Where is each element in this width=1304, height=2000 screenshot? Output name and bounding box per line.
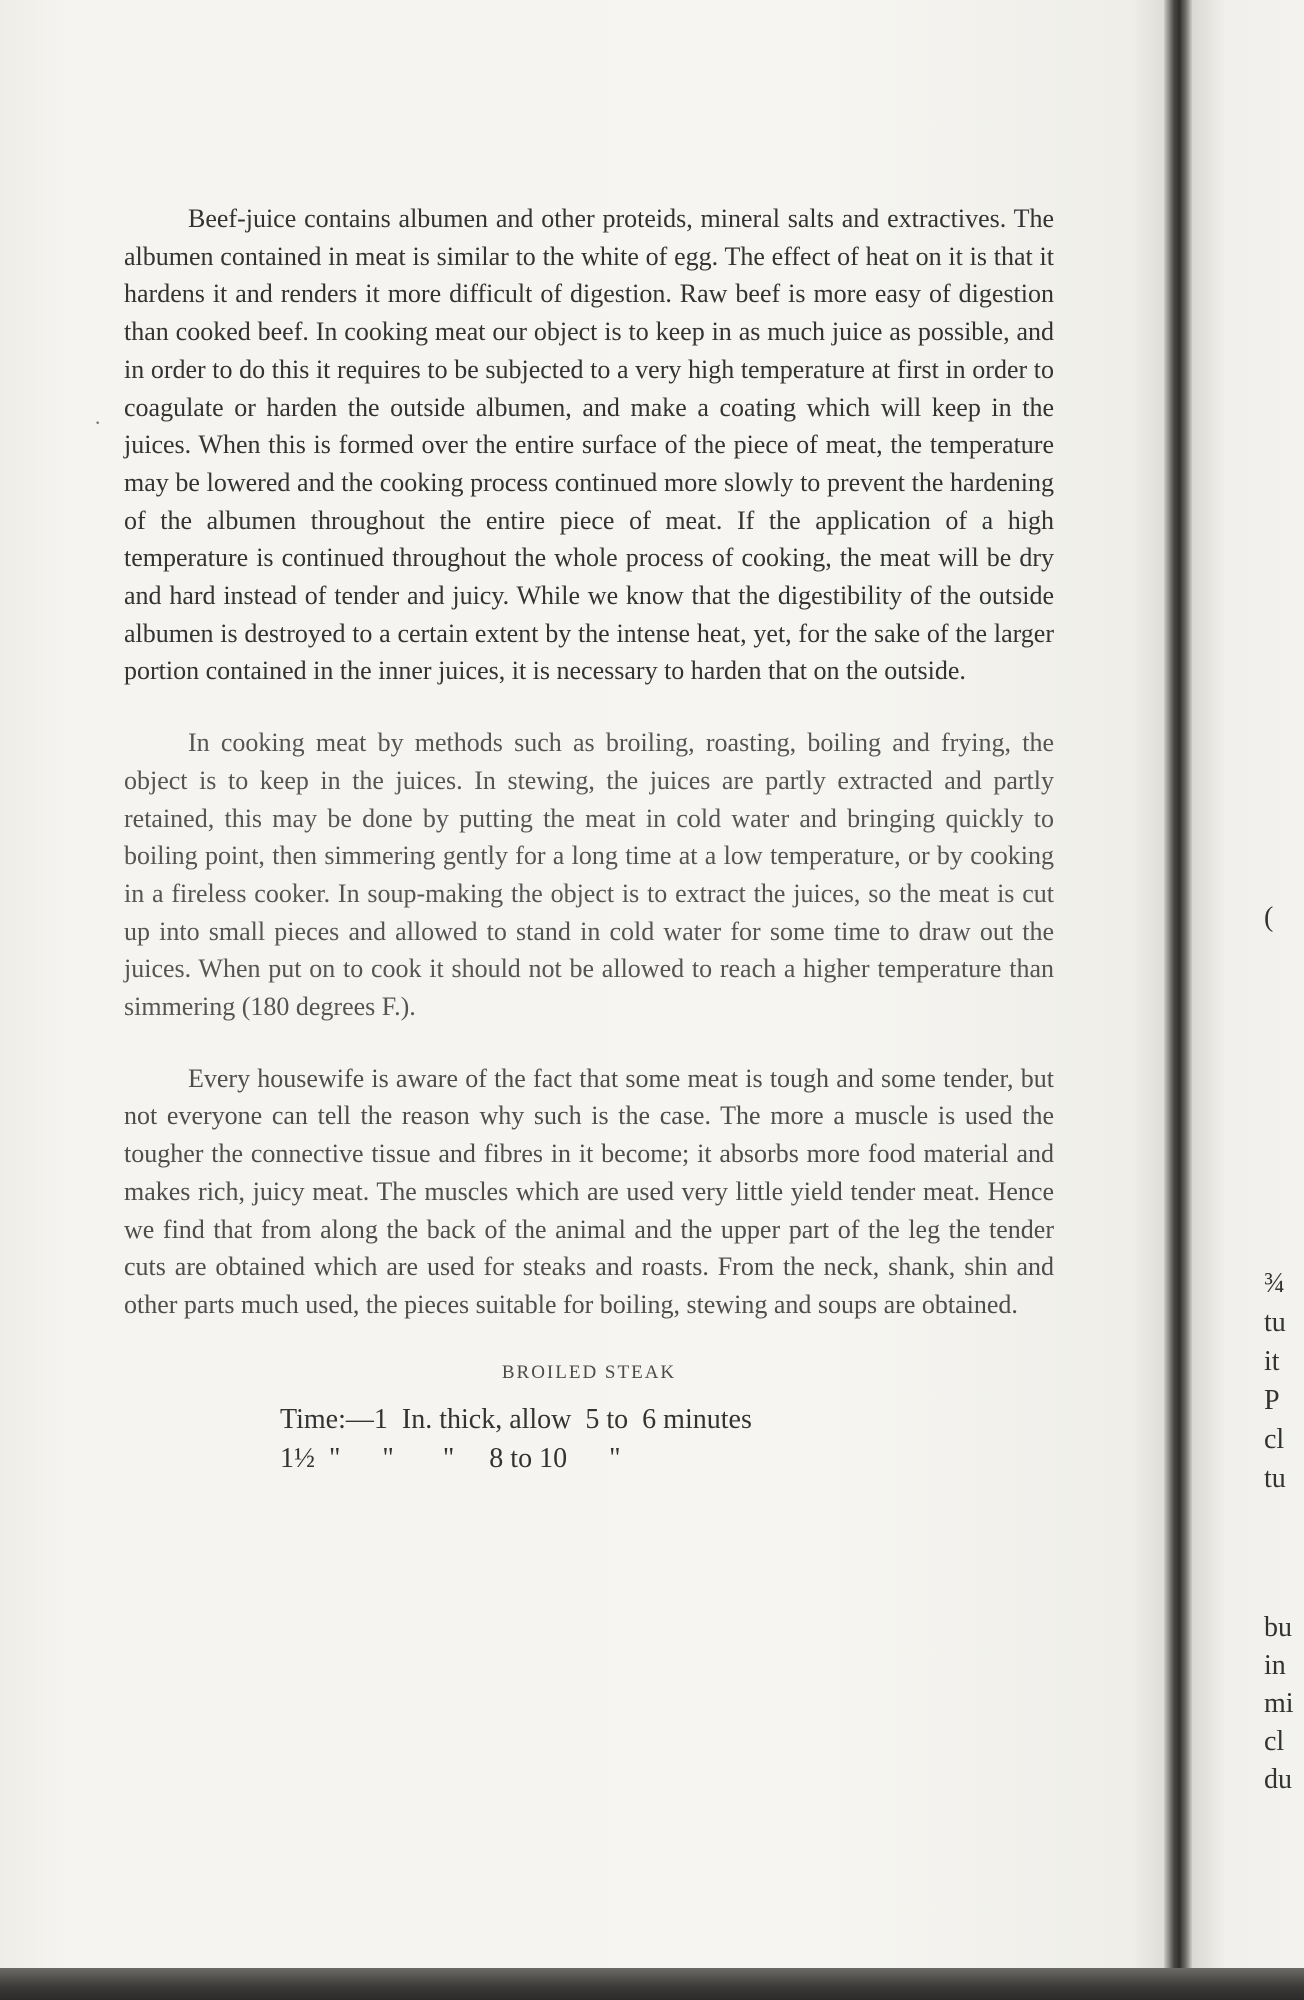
recipe-heading: BROILED STEAK [501,1361,677,1383]
paragraph-tough-tender: Every housewife is aware of the fact that some meat is tough and some tender, but not everyone can tell the reason why such is the case. The more a muscle is used the tougher the connective tissue and fibres in it become; it absorbs more food material and makes rich, juicy meat. The muscles which are used very little yield tender meat. Hence we find that from along the back of the animal and the upper part of the leg the tender cuts are obtained which are used for steaks and roasts. From the neck, shank, shin and other parts much used, the pieces suitable for boiling, stewing and soups are obtained. [124,1063,1054,1319]
right-fragment: bu [1264,1612,1292,1643]
right-fragment: in [1264,1650,1286,1681]
book-gutter [1164,0,1192,1968]
recipe-timing [124,1400,1054,1478]
right-fragment: mi [1264,1688,1294,1719]
timing-line-2: 1½ " " " 8 to 10 " [280,1442,621,1474]
right-fragment: tu [1264,1307,1286,1338]
paragraph-beef-juice: Beef-juice contains albumen and other proteids, mineral salts and extractives. The albumen contained in meat is similar to the white of egg. The effect of heat on it is that it hardens it and renders it more difficult of digestion. Raw beef is more easy of digestion than cooked beef. In cooking meat our object is to keep in as much juice as possible, and in order to do this it requires to be subjected to a very high temperature at first in order to coagulate or harden the outside albumen, and make a coating which will keep in the juices. When this is formed over the entire surface of the piece of meat, the temperature may be lowered and the cooking process continued more slowly to prevent the hardening of the albumen throughout the entire piece of meat. If the application of a high temperature is continued throughout the whole process of cooking, the meat will be dry and hard instead of tender and juicy. While we know that the digestibility of the outside albumen is destroyed to a certain extent by the intense heat, yet, for the sake of the larger portion contained in the inner juices, it is necessary to harden that on the outside. [124,204,1054,686]
right-fragment: cl [1264,1726,1285,1757]
right-fragment: cl [1264,1424,1285,1455]
right-fragment: ( [1264,902,1274,933]
right-fragment: tu [1264,1463,1286,1494]
scan-bottom-edge [0,1968,1304,2000]
right-fragment: it [1264,1346,1280,1377]
paragraph-cooking-methods: In cooking meat by methods such as broiling, roasting, boiling and frying, the object is to keep in the juices. In stewing, the juices are partly extracted and partly retained, this may be done by putting the meat in cold water and bringing quickly to boiling point, then simmering gently for a long time at a low temperature, or by cooking in a fireless cooker. In soup-making the object is to extract the juices, so the meat is cut up into small pieces and allowed to stand in cold water for some time to draw out the juices. When put on to cook it should not be allowed to reach a higher temperature than simmering (180 degrees F.). [124,728,1054,1022]
margin-mark: · [94,410,102,435]
right-fragment: P [1264,1385,1280,1416]
page-text-column [124,200,1054,1478]
right-page-fragments [1264,0,1304,1968]
timing-line-1: Time:—1 In. thick, allow 5 to 6 minutes [280,1403,752,1435]
right-fragment: ¾ [1264,1268,1285,1299]
right-fragment: du [1264,1764,1292,1795]
